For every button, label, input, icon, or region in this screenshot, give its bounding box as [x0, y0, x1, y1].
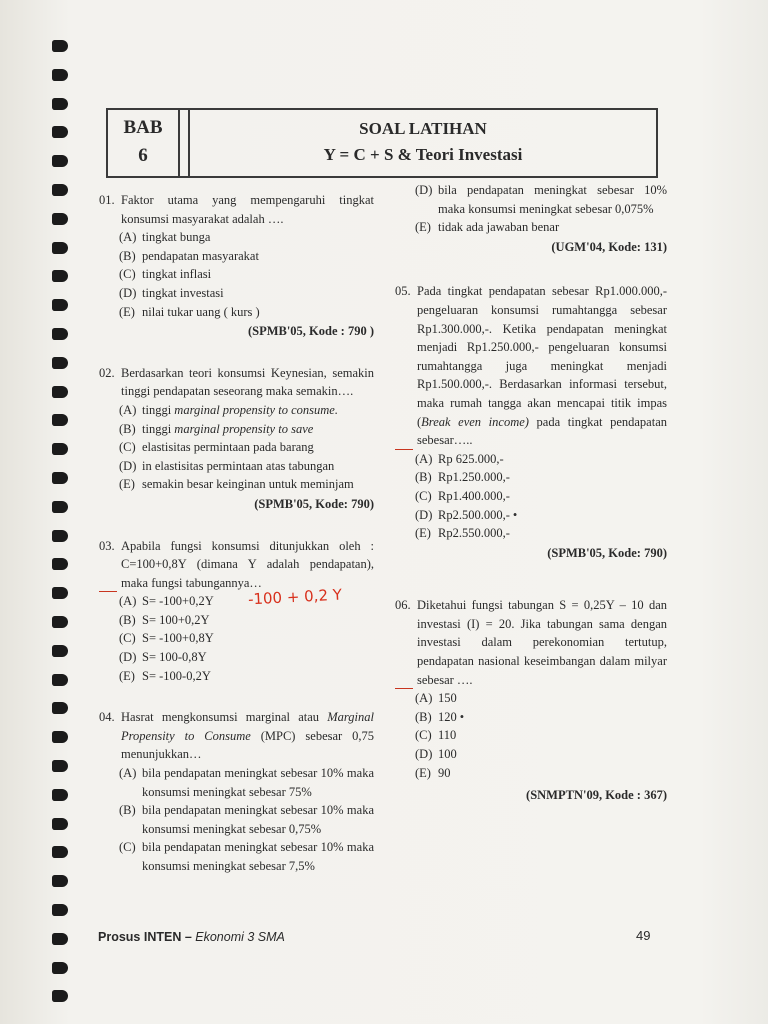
left-column	[99, 191, 374, 899]
binding-ring	[52, 702, 68, 714]
binding-ring	[52, 443, 68, 455]
option	[119, 247, 374, 266]
option	[119, 438, 374, 457]
option-label: (E)	[415, 765, 431, 780]
question-05	[395, 282, 667, 562]
binding-ring	[52, 184, 68, 196]
question-03	[99, 537, 374, 686]
option-text: Rp 625.000,-	[438, 451, 504, 466]
option-label: (A)	[415, 691, 433, 706]
option-label: (A)	[119, 594, 137, 609]
binding-ring	[52, 558, 68, 570]
option-label: (C)	[119, 840, 136, 855]
option-label: (A)	[415, 451, 433, 466]
option-label: (E)	[119, 668, 135, 683]
option-label: (E)	[415, 220, 431, 235]
binding-ring	[52, 414, 68, 426]
option	[119, 629, 374, 648]
binding-ring	[52, 386, 68, 398]
option	[119, 420, 374, 439]
question-source: (SPMB'05, Kode: 790)	[254, 496, 374, 511]
option-label: (D)	[415, 183, 433, 197]
chapter-number-box	[108, 110, 180, 176]
question-stem: Apabila fungsi konsumsi ditunjukkan oleh : C=100+0,8Y (dimana Y adalah pendapatan), maka fungsi tabungannya…	[121, 538, 374, 590]
option-label: (B)	[119, 803, 136, 818]
binding-ring	[52, 530, 68, 542]
option-label: (A)	[119, 766, 137, 781]
chapter-title-box	[188, 110, 656, 176]
question-source: (UGM'04, Kode: 131)	[551, 239, 667, 254]
pen-dot-mark: •	[512, 507, 518, 522]
option-label: (D)	[415, 507, 433, 522]
option-label: (D)	[415, 747, 433, 762]
option-text: pendapatan masyarakat	[142, 248, 259, 263]
stem-text: (MPC) sebesar 0,75 menunjukkan…	[121, 728, 374, 762]
question-stem: Faktor utama yang mempengaruhi tingkat konsumsi masyarakat adalah ….	[121, 193, 374, 226]
question-06	[395, 596, 667, 805]
question-stem	[417, 282, 667, 449]
option-text: tingkat bunga	[142, 230, 211, 245]
option-text: bila pendapatan meningkat sebesar 10% maka konsumsi meningkat sebesar 0,075%	[438, 183, 667, 216]
option	[119, 667, 374, 686]
option	[415, 764, 667, 783]
binding-ring	[52, 270, 68, 282]
question-number: 04.	[99, 710, 115, 725]
binding-ring	[52, 357, 68, 369]
question-source: (SNMPTN'09, Kode : 367)	[526, 788, 667, 803]
binding-ring	[52, 242, 68, 254]
binding-ring	[52, 299, 68, 311]
binding-ring	[52, 328, 68, 340]
option-text: S= 100-0,8Y	[142, 650, 207, 665]
stem-text-italic: Marginal Propensity to Consume	[121, 710, 374, 743]
option-text: in elastisitas permintaan atas tabungan	[142, 458, 335, 473]
stem-text: pada tingkat pendapatan sebesar…..	[417, 414, 667, 448]
option	[415, 487, 667, 506]
binding-ring	[52, 213, 68, 225]
option-label: (C)	[119, 267, 136, 282]
option-text: elastisitas permintaan pada barang	[142, 440, 314, 455]
option-text: S= -100+0,8Y	[142, 631, 214, 646]
question-stem: Berdasarkan teori konsumsi Keynesian, semakin tinggi pendapatan seseorang maka semakin….	[121, 365, 374, 399]
question-number: 05.	[395, 282, 413, 449]
binding-ring	[52, 69, 68, 81]
page-number: 49	[636, 928, 651, 943]
option-label: (A)	[119, 230, 137, 245]
option-text: 120	[438, 709, 457, 724]
option-text: 100	[438, 747, 457, 762]
option-label: (C)	[415, 728, 432, 743]
option	[119, 648, 374, 667]
binding-ring	[52, 472, 68, 484]
question-stem: Diketahui fungsi tabungan S = 0,25Y – 10 dan investasi (I) = 20. Jika tabungan sama dengan investasi dalam perekonomian tertutup, pendapatan nasional keseimbangan dalam milyar sebesar ….	[417, 598, 667, 687]
binding-ring	[52, 40, 68, 52]
option-label: (B)	[415, 709, 432, 724]
chapter-number: 6	[138, 145, 148, 166]
option-text: bila pendapatan meningkat sebesar 10% maka konsumsi meningkat sebesar 0,75%	[142, 803, 374, 836]
binding-ring	[52, 731, 68, 743]
question-number: 03.	[99, 537, 117, 593]
binding-ring	[52, 933, 68, 945]
question-source: (SPMB'05, Kode : 790 )	[247, 324, 374, 339]
option-text-italic: marginal propensity to consume.	[174, 402, 338, 417]
option-text: tinggi	[142, 421, 175, 436]
binding-ring	[52, 587, 68, 599]
binding-ring	[52, 98, 68, 110]
option-label: (C)	[119, 631, 136, 646]
option-label: (D)	[119, 458, 137, 473]
option-text: Rp2.500.000,-	[438, 507, 510, 522]
stem-text: Pada tingkat pendapatan sebesar Rp1.000.000,- pengeluaran konsumsi rumahtangga sebesar Rp1.300.000,-. Ketika pendapatan meningkat menjadi Rp1.250.000,- pengeluaran konsumsi rumahtangga juga meningkat menjadi Rp1.500.000,-. Berdasarkan informasi tersebut, maka rumah tangga akan mencapai titik impas (	[417, 284, 667, 429]
option-text: 110	[438, 728, 457, 743]
option-label: (B)	[415, 470, 432, 485]
question-number: 02.	[99, 365, 115, 380]
option-label: (E)	[415, 526, 431, 541]
option-label: (B)	[119, 421, 136, 436]
option-text: S= -100+0,2Y	[142, 594, 214, 609]
option	[415, 468, 667, 487]
option-text: semakin besar keinginan untuk meminjam	[142, 477, 354, 492]
option	[119, 801, 374, 838]
question-source: (SPMB'05, Kode: 790)	[547, 545, 667, 560]
question-number: 06.	[395, 596, 413, 689]
option	[415, 708, 667, 727]
option-text: Rp2.550.000,-	[438, 526, 510, 541]
binding-ring	[52, 674, 68, 686]
option-text: tinggi	[142, 402, 175, 417]
option	[119, 475, 374, 494]
binding-ring	[52, 760, 68, 772]
footer-book: Prosus INTEN –	[98, 930, 196, 944]
footer-book-title	[98, 930, 285, 944]
binding-ring	[52, 904, 68, 916]
option	[415, 450, 667, 469]
option-text: tingkat inflasi	[142, 267, 212, 282]
option-text: S= 100+0,2Y	[142, 612, 210, 627]
option	[119, 265, 374, 284]
binding-ring	[52, 789, 68, 801]
option-label: (E)	[119, 304, 135, 319]
binding-ring	[52, 616, 68, 628]
option	[119, 838, 374, 875]
binding-ring	[52, 875, 68, 887]
binding-ring	[52, 501, 68, 513]
option	[119, 457, 374, 476]
question-04-continued	[395, 181, 667, 256]
binding-ring	[52, 962, 68, 974]
stem-text: Hasrat mengkonsumsi marginal atau	[121, 710, 328, 725]
option-text-italic: marginal propensity to save	[174, 421, 314, 436]
binding-ring	[52, 846, 68, 858]
chapter-header	[106, 108, 658, 178]
option-label: (D)	[119, 650, 137, 665]
binding-ring	[52, 818, 68, 830]
stem-text-italic: Break even income)	[421, 414, 529, 429]
question-04	[99, 708, 374, 875]
option-text: S= -100-0,2Y	[142, 668, 211, 683]
option	[119, 611, 374, 630]
right-column	[395, 181, 667, 828]
option	[415, 218, 667, 237]
option-text: Rp1.400.000,-	[438, 488, 510, 503]
option-text: bila pendapatan meningkat sebesar 10% maka konsumsi meningkat sebesar 75%	[142, 766, 374, 799]
option-text: nilai tukar uang ( kurs )	[142, 304, 260, 319]
option-text: bila pendapatan meningkat sebesar 10% maka konsumsi meningkat sebesar 7,5%	[142, 840, 374, 873]
question-stem	[121, 708, 374, 764]
option	[119, 284, 374, 303]
option-text: 150	[438, 691, 457, 706]
option-text: tingkat investasi	[142, 285, 224, 300]
binding-ring	[52, 990, 68, 1002]
option	[415, 726, 667, 745]
option-label: (B)	[119, 612, 136, 627]
handwritten-answer-note: -100 + 0,2 Y	[247, 585, 343, 609]
binding-ring	[52, 155, 68, 167]
option-text: Rp1.250.000,-	[438, 470, 510, 485]
option	[415, 181, 667, 218]
option-label: (A)	[119, 402, 137, 417]
footer-subject: Ekonomi 3 SMA	[195, 930, 285, 944]
option	[119, 228, 374, 247]
question-number: 01.	[99, 193, 115, 207]
option-label: (C)	[119, 440, 136, 455]
option-label: (B)	[119, 248, 136, 263]
option-text: 90	[438, 765, 451, 780]
chapter-title: SOAL LATIHAN	[359, 119, 487, 138]
option	[119, 764, 374, 801]
pen-dot-mark: •	[459, 709, 465, 724]
binding-ring	[52, 126, 68, 138]
question-02	[99, 364, 374, 514]
option	[415, 506, 667, 525]
option-text: tidak ada jawaban benar	[438, 220, 560, 235]
chapter-label: BAB	[123, 117, 163, 138]
option	[119, 303, 374, 322]
option	[119, 401, 374, 420]
question-01	[99, 191, 374, 341]
chapter-subtitle: Y = C + S & Teori Investasi	[323, 145, 523, 164]
option-label: (D)	[119, 285, 137, 300]
binding-ring	[52, 645, 68, 657]
spiral-binding	[52, 40, 72, 1020]
option	[415, 524, 667, 543]
option-label: (C)	[415, 488, 432, 503]
option	[415, 745, 667, 764]
option-label: (E)	[119, 477, 135, 492]
option	[415, 689, 667, 708]
